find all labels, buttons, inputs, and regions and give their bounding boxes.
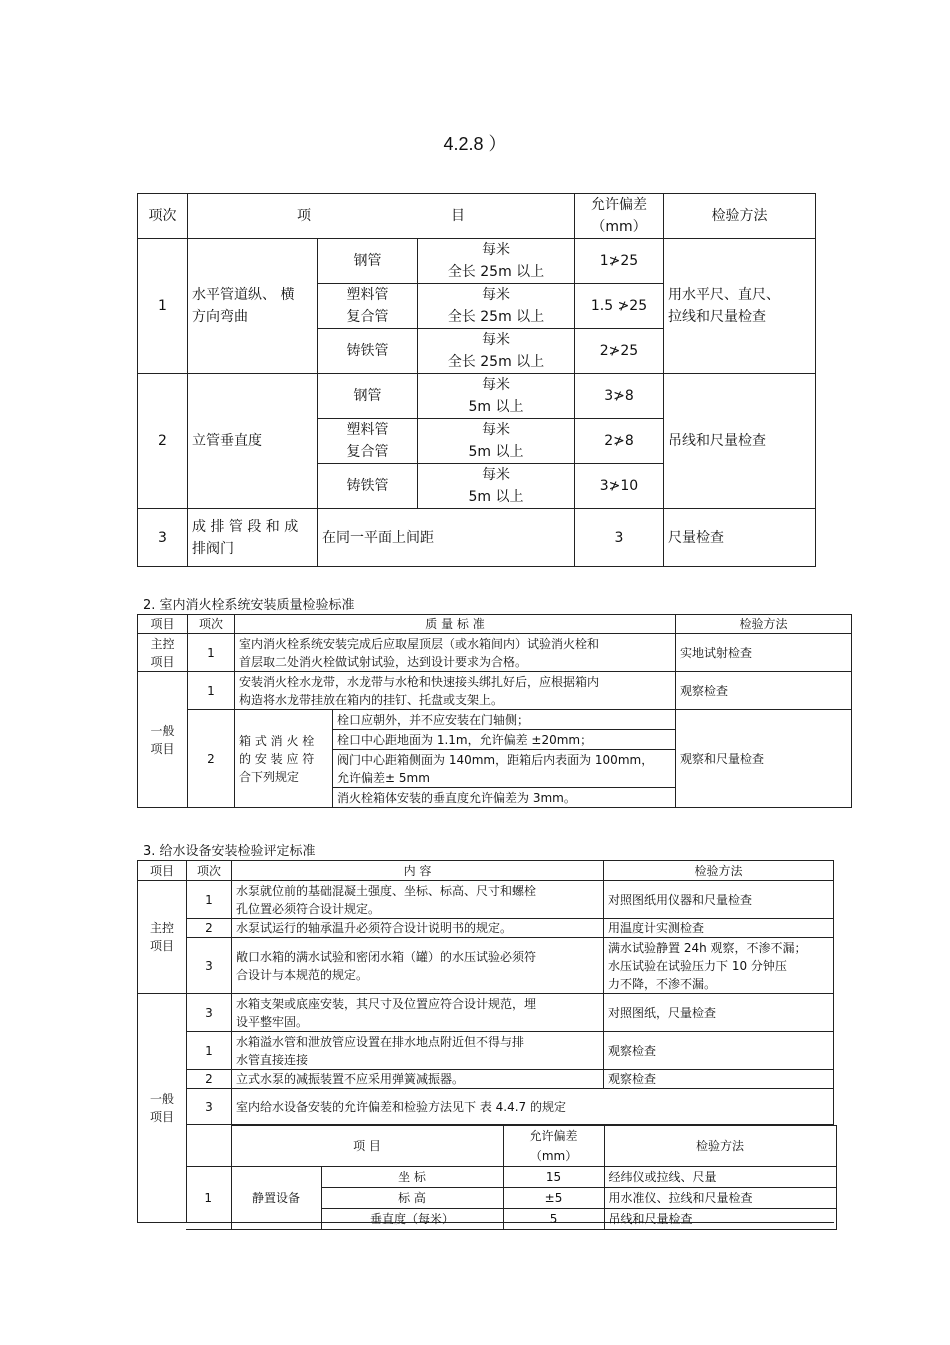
equipment-tolerance-subtable — [186, 1125, 837, 1230]
header-standard: 质 量 标 准 — [235, 615, 676, 634]
method: 对照图纸用仪器和尺量检查 — [604, 881, 834, 919]
tolerance: 2≯8 — [575, 419, 664, 464]
header-item: 项目 — [138, 615, 188, 634]
rule-item: 栓口中心距地面为 1.1m，允许偏差 ±20mm； — [333, 730, 676, 750]
rule-item: 栓口应朝外，并不应安装在门轴侧； — [333, 710, 676, 730]
sub-header-method: 检验方法 — [604, 1126, 836, 1167]
sub-item: 垂直度（每米） — [321, 1209, 503, 1230]
method: 用水平尺、直尺、 拉线和尺量检查 — [664, 239, 816, 374]
section-3-title: 3. 给水设备安装检验评定标准 — [143, 844, 316, 859]
content-text: 室内给水设备安装的允许偏差和检验方法见下 表 4.4.7 的规定 — [232, 1089, 834, 1125]
header-item: 项 目 — [188, 194, 575, 239]
row-index: 3 — [138, 509, 188, 567]
content-text: 立式水泵的减振装置不应采用弹簧减振器。 — [232, 1070, 604, 1089]
tolerance: ±5 — [503, 1188, 604, 1209]
item-name: 水平管道纵、 横 方向弯曲 — [188, 239, 318, 374]
tolerance: 3 — [575, 509, 664, 567]
material: 铸铁管 — [318, 464, 418, 509]
range: 每米 5m 以上 — [418, 419, 575, 464]
material: 塑料管 复合管 — [318, 419, 418, 464]
tolerance: 3≯10 — [575, 464, 664, 509]
tolerance: 1.5 ≯25 — [575, 284, 664, 329]
method: 观察检查 — [676, 672, 852, 710]
row-index: 2 — [138, 374, 188, 509]
sub-header-item: 项 目 — [231, 1126, 503, 1167]
content-text: 水箱溢水管和泄放管应设置在排水地点附近但不得与排 水管直接连接 — [232, 1032, 604, 1070]
range: 每米 5m 以上 — [418, 374, 575, 419]
row-index: 2 — [188, 710, 235, 808]
range: 在同一平面上间距 — [318, 509, 575, 567]
tolerance: 3≯8 — [575, 374, 664, 419]
row-index: 1 — [138, 239, 188, 374]
tolerance: 5 — [503, 1209, 604, 1230]
category-main: 主控 项目 — [138, 881, 187, 994]
header-method: 检验方法 — [664, 194, 816, 239]
item-name: 成 排 管 段 和 成 排阀门 — [188, 509, 318, 567]
rule-item: 消火栓箱体安装的垂直度允许偏差为 3mm。 — [333, 788, 676, 808]
rule-item: 阀门中心距箱侧面为 140mm，距箱后内表面为 100mm， 允许偏差± 5mm — [333, 750, 676, 788]
row-index: 1 — [187, 1032, 232, 1070]
content-text: 水泵就位前的基础混凝土强度、坐标、标高、尺寸和螺栓 孔位置必须符合设计规定。 — [232, 881, 604, 919]
header-tolerance: 允许偏差 （mm） — [575, 194, 664, 239]
range: 每米 全长 25m 以上 — [418, 239, 575, 284]
material: 塑料管 复合管 — [318, 284, 418, 329]
row-index: 3 — [187, 1089, 232, 1125]
range: 每米 5m 以上 — [418, 464, 575, 509]
method: 观察检查 — [604, 1070, 834, 1089]
item-name: 立管垂直度 — [188, 374, 318, 509]
category-general: 一般 项目 — [138, 994, 187, 1223]
method: 用温度计实测检查 — [604, 919, 834, 938]
header-index: 项次 — [188, 615, 235, 634]
row-index: 2 — [187, 1070, 232, 1089]
standard-text: 安装消火栓水龙带，水龙带与水枪和快速接头绑扎好后，应根据箱内 构造将水龙带挂放在箱内的挂钉、托盘或支架上。 — [235, 672, 676, 710]
sub-header-tolerance: 允许偏差 （mm） — [503, 1126, 604, 1167]
row-index: 1 — [188, 672, 235, 710]
header-item: 项目 — [138, 861, 187, 881]
sub-item: 坐 标 — [321, 1167, 503, 1188]
header-method: 检验方法 — [604, 861, 834, 881]
method: 经纬仪或拉线、尺量 — [604, 1167, 836, 1188]
method: 吊线和尺量检查 — [604, 1209, 836, 1230]
content-text: 敞口水箱的满水试验和密闭水箱（罐）的水压试验必须符 合设计与本规范的规定。 — [232, 938, 604, 994]
method: 尺量检查 — [664, 509, 816, 567]
tolerance: 2≯25 — [575, 329, 664, 374]
method: 观察检查 — [604, 1032, 834, 1070]
standard-text: 室内消火栓系统安装完成后应取屋顶层（或水箱间内）试验消火栓和 首层取二处消火栓做试射试验，达到设计要求为合格。 — [235, 634, 676, 672]
cabinet-rule-name: 箱 式 消 火 栓 的 安 装 应 符 合下列规定 — [235, 710, 333, 808]
method: 吊线和尺量检查 — [664, 374, 816, 509]
category-main: 主控 项目 — [138, 634, 188, 672]
header-method: 检验方法 — [676, 615, 852, 634]
content-text: 水泵试运行的轴承温升必须符合设计说明书的规定。 — [232, 919, 604, 938]
section-2-title: 2. 室内消火栓系统安装质量检验标准 — [143, 598, 355, 613]
row-index: 1 — [187, 881, 232, 919]
sub-item: 标 高 — [321, 1188, 503, 1209]
row-index: 3 — [187, 994, 232, 1032]
method: 实地试射检查 — [676, 634, 852, 672]
tolerance: 15 — [503, 1167, 604, 1188]
row-index: 2 — [187, 919, 232, 938]
material: 钢管 — [318, 239, 418, 284]
category-general: 一般 项目 — [138, 672, 188, 808]
tolerance: 1≯25 — [575, 239, 664, 284]
range: 每米 全长 25m 以上 — [418, 284, 575, 329]
row-index: 3 — [187, 938, 232, 994]
range: 每米 全长 25m 以上 — [418, 329, 575, 374]
pipe-tolerance-table — [137, 193, 816, 567]
content-text: 水箱支架或底座安装，其尺寸及位置应符合设计规范，埋 设平整牢固。 — [232, 994, 604, 1032]
header-index: 项次 — [187, 861, 232, 881]
page-title: 4.2.8 ） — [443, 134, 507, 154]
method: 对照图纸，尺量检查 — [604, 994, 834, 1032]
header-content: 内 容 — [232, 861, 604, 881]
row-index: 1 — [188, 634, 235, 672]
material: 铸铁管 — [318, 329, 418, 374]
row-index: 1 — [186, 1167, 231, 1230]
material: 钢管 — [318, 374, 418, 419]
method: 观察和尺量检查 — [676, 710, 852, 808]
method: 用水准仪、拉线和尺量检查 — [604, 1188, 836, 1209]
method: 满水试验静置 24h 观察，不渗不漏； 水压试验在试验压力下 10 分钟压 力不降，不渗不漏。 — [604, 938, 834, 994]
hydrant-standard-table — [137, 614, 852, 808]
header-index: 项次 — [138, 194, 188, 239]
equipment-name: 静置设备 — [231, 1167, 321, 1230]
